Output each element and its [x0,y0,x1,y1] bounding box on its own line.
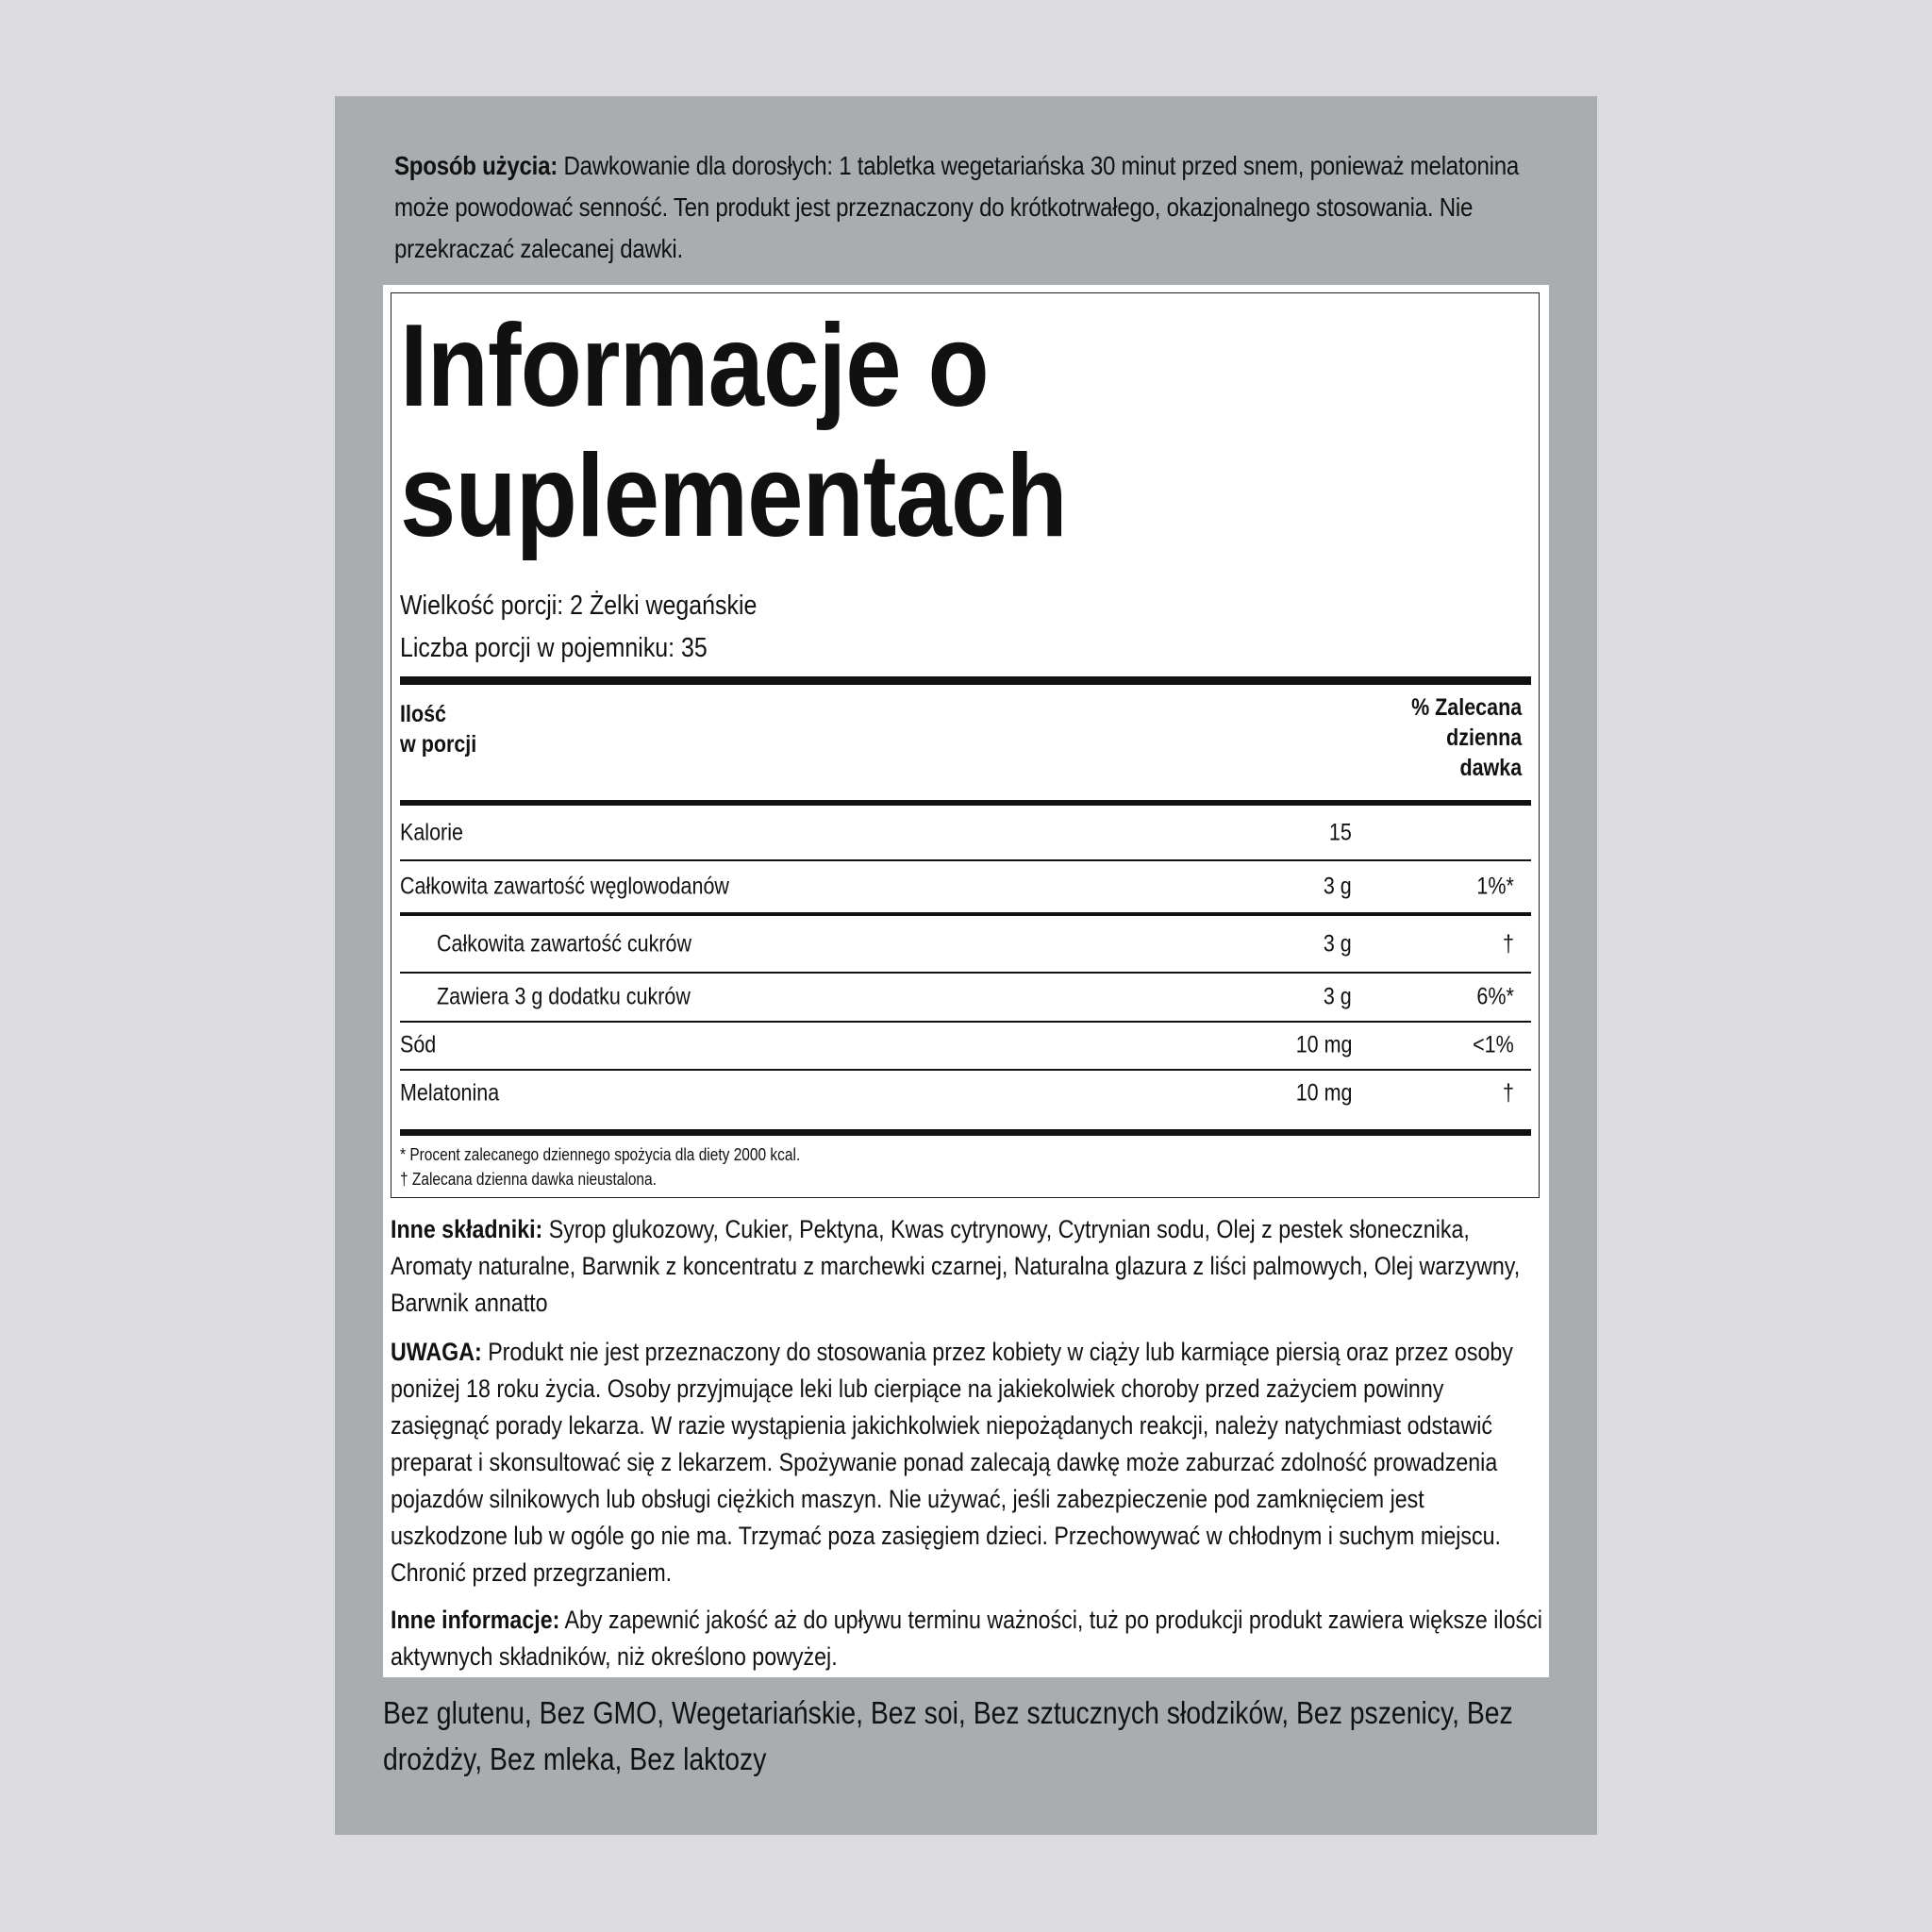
other-ingredients [391,1211,1542,1322]
footnote-dagger: † Zalecana dzienna dawka nieustalona. [400,1170,657,1189]
row-dv: 6%* [1476,983,1514,1010]
table-row [400,974,1531,1021]
amount-header-line-2: w porcji [400,731,477,758]
row-dv: <1% [1473,1031,1514,1058]
row-name: Zawiera 3 g dodatku cukrów [437,983,691,1010]
row-dv: 1%* [1476,873,1514,899]
warning-body: Produkt nie jest przeznaczony do stosowania przez kobiety w ciąży lub karmiące piersią oraz przez osoby poniżej 18 roku życia. Osoby przyjmujące leki lub cierpiące na jakiekolwiek choroby przed zażyciem powinny zasięgnąć porady lekarza. W razie wystąpienia jakichkolwiek niepożądanych reakcji, należy natychmiast odstawić preparat i skonsultować się z lekarzem. Spożywanie ponad zalecają dawkę może zaburzać zdolność prowadzenia pojazdów silnikowych lub obsługi ciężkich maszyn. Nie używać, jeśli zabezpieczenie pod zamknięciem jest uszkodzone lub w ogóle go nie ma. Trzymać poza zasięgiem dzieci. Przechowywać w chłodnym i suchym miejscu. Chronić przed przegrzaniem. [391,1338,1513,1587]
table-row [400,806,1531,859]
warning [391,1334,1542,1591]
free-from-claims: Bez glutenu, Bez GMO, Wegetariańskie, Bez soi, Bez sztucznych słodzików, Bez pszenicy, Bez drożdży, Bez mleka, Bez laktozy [383,1695,1513,1776]
other-info-label: Inne informacje: [391,1606,560,1634]
daily-value-header [1411,692,1522,783]
serving-size: Wielkość porcji: 2 Żelki wegańskie [400,591,758,621]
table-row [400,1070,1531,1117]
table-row [400,916,1531,972]
facts-title-line-1: Informacje o [400,301,989,431]
thick-rule-bottom [400,1129,1531,1136]
dv-header-line-3: dawka [1459,755,1522,781]
directions-text [394,145,1530,270]
row-dv: † [1503,930,1514,957]
footnote-dv: * Procent zalecanego dziennego spożycia dla diety 2000 kcal. [400,1145,801,1164]
table-row [400,1022,1531,1069]
row-amount: 10 mg [1295,1031,1352,1058]
other-info-body: Aby zapewnić jakość aż do upływu terminu ważności, tuż po produkcji produkt zawiera większe ilości aktywnych składników, niż określono powyżej. [391,1606,1542,1671]
row-dv: † [1503,1079,1514,1107]
row-amount: 3 g [1324,930,1352,957]
row-amount: 10 mg [1295,1079,1352,1107]
other-info [391,1602,1542,1675]
facts-title-line-2: suplementach [400,431,1067,561]
white-panel [383,285,1549,1677]
row-name: Melatonina [400,1079,500,1107]
dv-header-line-2: dzienna [1445,724,1522,751]
row-amount: 3 g [1324,873,1352,899]
supplement-facts-box [391,292,1540,1198]
other-ingredients-body: Syrop glukozowy, Cukier, Pektyna, Kwas cytrynowy, Cytrynian sodu, Olej z pestek słonecznika, Aromaty naturalne, Barwnik z koncentratu z marchewki czarnej, Naturalna glazura z liści palmowych, Olej warzywny, Barwnik annatto [391,1215,1521,1317]
other-ingredients-label: Inne składniki: [391,1215,543,1243]
row-name: Całkowita zawartość węglowodanów [400,873,729,899]
row-name: Kalorie [400,819,463,845]
warning-label: UWAGA: [391,1338,482,1366]
row-amount: 15 [1329,819,1352,845]
directions-label: Sposób użycia: [394,151,558,180]
dv-header-line-1: % Zalecana [1410,694,1522,721]
servings-per-container: Liczba porcji w pojemniku: 35 [400,633,708,663]
row-name: Sód [400,1031,437,1058]
amount-per-serving-header [400,699,476,759]
label-panel [335,96,1597,1835]
thick-rule-top [400,676,1531,685]
table-row [400,860,1531,912]
facts-title [400,301,1067,561]
directions-body: Dawkowanie dla dorosłych: 1 tabletka wegetariańska 30 minut przed snem, ponieważ melatonina może powodować senność. Ten produkt jest przeznaczony do krótkotrwałego, okazjonalnego stosowania. Nie przekraczać zalecanej dawki. [394,151,1519,263]
amount-header-line-1: Ilość [400,701,447,727]
row-name: Całkowita zawartość cukrów [437,930,692,957]
row-amount: 3 g [1324,983,1352,1010]
